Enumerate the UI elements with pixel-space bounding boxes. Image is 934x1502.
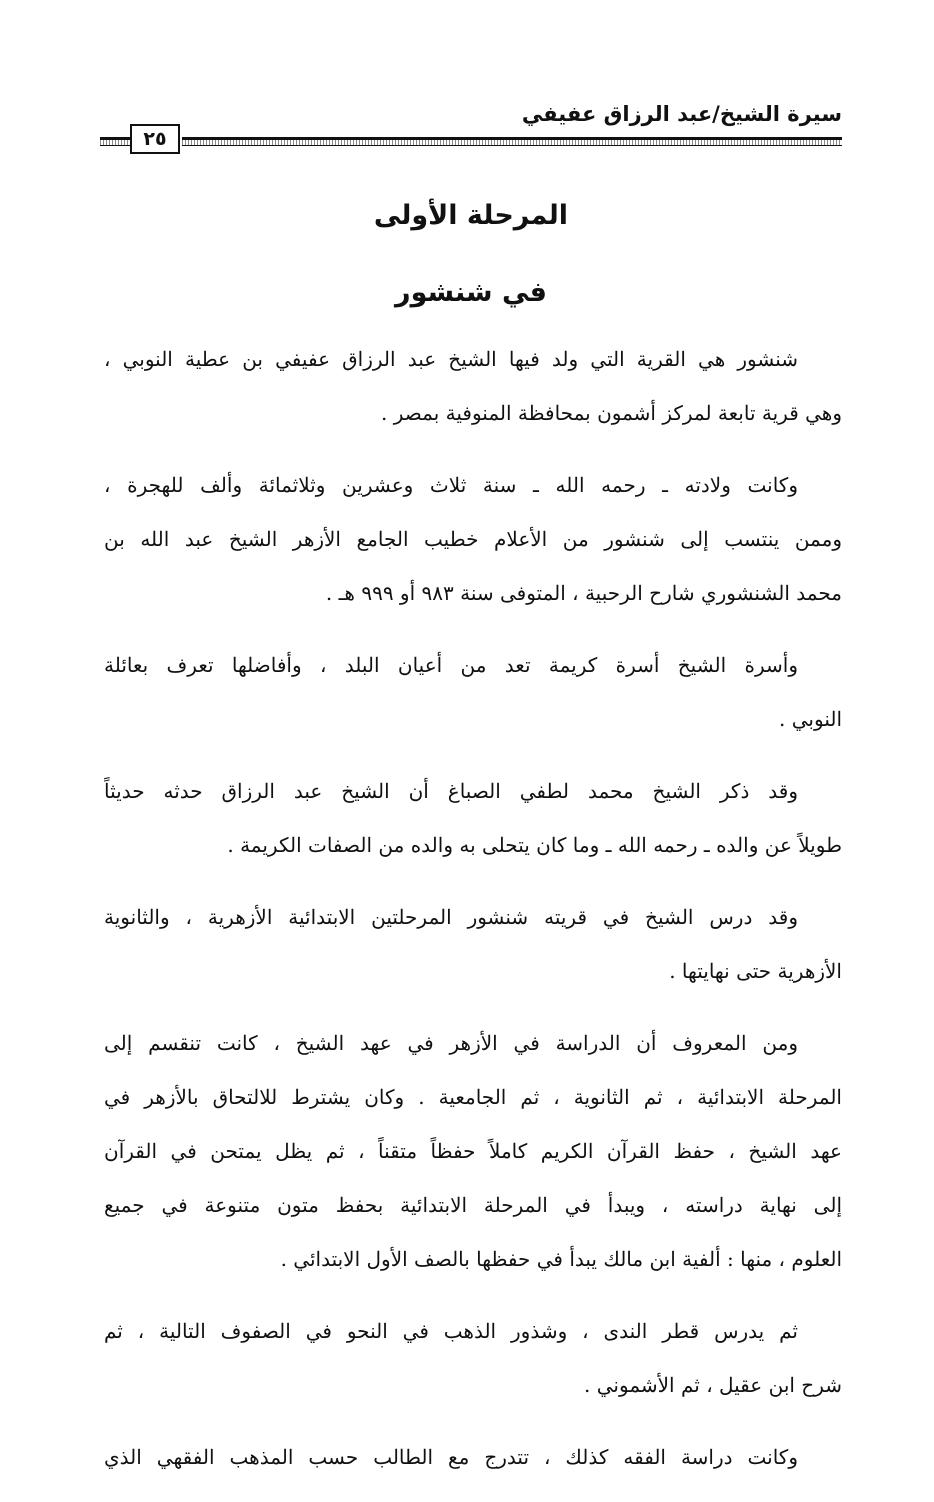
text-line: وأسرة الشيخ أسرة كريمة تعد من أعيان البلد ، وأفاضلها تعرف بعائلة (104, 653, 798, 677)
text-line: المرحلة الابتدائية ، ثم الثانوية ، ثم الجامعية . وكان يشترط للالتحاق بالأزهر في (104, 1085, 842, 1109)
text-line: وهي قرية تابعة لمركز أشمون بمحافظة المنوفية بمصر . (381, 401, 842, 425)
paragraph (104, 1016, 842, 1286)
body-text (104, 332, 842, 1502)
section-subheading: في شنشور (395, 277, 547, 308)
running-header-title: سيرة الشيخ/عبد الرزاق عفيفي (521, 102, 842, 126)
paragraph (104, 1430, 842, 1484)
text-line: وكانت ولادته ـ رحمه الله ـ سنة ثلاث وعشرين وثلاثمائة وألف للهجرة ، (104, 473, 798, 497)
paragraph (104, 332, 842, 440)
paragraph (104, 1304, 842, 1412)
text-line: الأزهرية حتى نهايتها . (669, 959, 842, 983)
page-number: ٢٥ (130, 124, 180, 154)
text-line: وكانت دراسة الفقه كذلك ، تتدرج مع الطالب حسب المذهب الفقهي الذي (104, 1445, 798, 1469)
text-line: شنشور هي القرية التي ولد فيها الشيخ عبد الرزاق عفيفي بن عطية النوبي ، (104, 347, 798, 371)
paragraph (104, 764, 842, 872)
text-line: عهد الشيخ ، حفظ القرآن الكريم كاملاً حفظاً متقناً ، ثم يظل يمتحن في القرآن (104, 1139, 842, 1163)
text-line: محمد الشنشوري شارح الرحبية ، المتوفى سنة ٩٨٣ أو ٩٩٩ هـ . (325, 581, 842, 605)
paragraph (104, 890, 842, 998)
text-line: وقد ذكر الشيخ محمد لطفي الصباغ أن الشيخ عبد الرزاق حدثه حديثاً (104, 779, 798, 803)
text-line: ومن المعروف أن الدراسة في الأزهر في عهد الشيخ ، كانت تنقسم إلى (104, 1031, 798, 1055)
text-line: طويلاً عن والده ـ رحمه الله ـ وما كان يتحلى به والده من الصفات الكريمة . (227, 833, 842, 857)
paragraph (104, 638, 842, 746)
text-line: ثم يدرس قطر الندى ، وشذور الذهب في النحو في الصفوف التالية ، ثم (104, 1319, 798, 1343)
text-line: وممن ينتسب إلى شنشور من الأعلام خطيب الجامع الأزهر الشيخ عبد الله بن (104, 527, 842, 551)
paragraph (104, 458, 842, 620)
text-line: شرح ابن عقيل ، ثم الأشموني . (584, 1373, 842, 1397)
text-line: وقد درس الشيخ في قريته شنشور المرحلتين الابتدائية الأزهرية ، والثانوية (104, 905, 798, 929)
header-rule (182, 137, 842, 146)
text-line: النوبي . (779, 707, 842, 731)
running-header (100, 100, 842, 158)
text-line: العلوم ، منها : ألفية ابن مالك يبدأ في حفظها بالصف الأول الابتدائي . (280, 1247, 842, 1271)
section-heading: المرحلة الأولى (373, 200, 569, 231)
header-rule-left (100, 137, 130, 146)
text-line: إلى نهاية دراسته ، ويبدأ في المرحلة الابتدائية بحفظ متون متنوعة في جميع (104, 1193, 842, 1217)
